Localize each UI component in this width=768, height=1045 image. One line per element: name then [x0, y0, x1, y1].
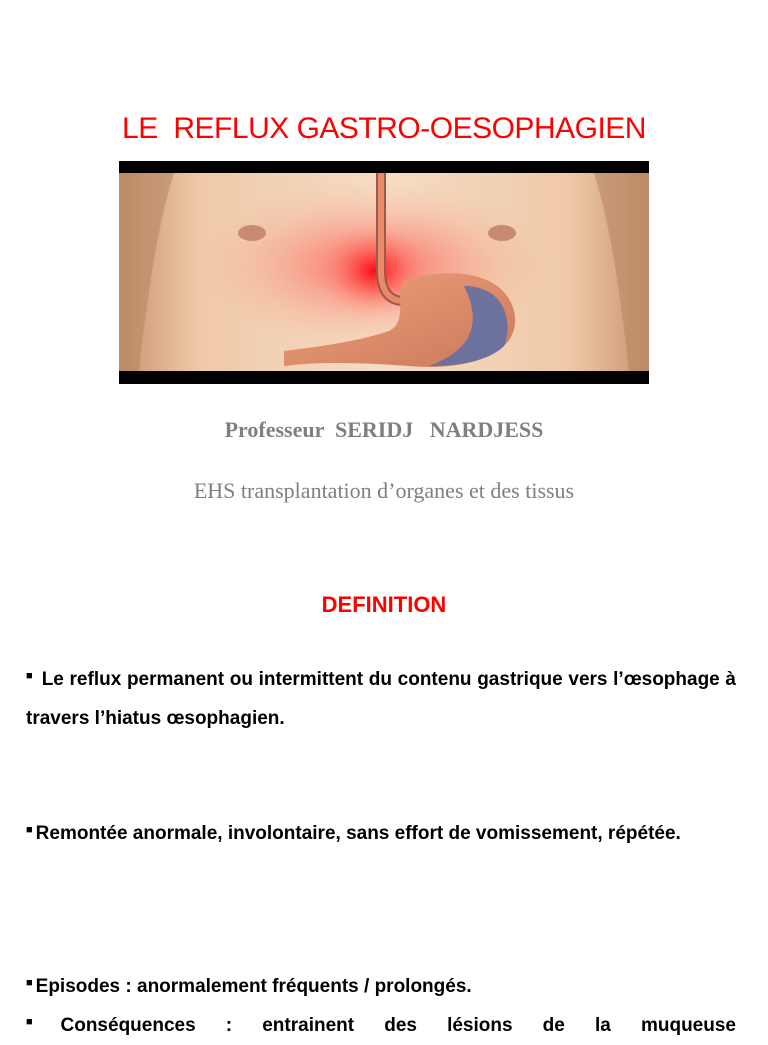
definition-paragraph-4: [26, 1003, 736, 1045]
paragraph-text: Episodes : anormalement fréquents / prolongés.: [35, 976, 472, 997]
definition-paragraph-2: [26, 811, 736, 853]
definition-paragraph-3: [26, 964, 736, 1006]
bullet-icon: ■: [26, 824, 33, 836]
definition-paragraph-1: [26, 657, 736, 738]
paragraph-text: Conséquences : entrainent des lésions de la muqueuse: [60, 1015, 736, 1036]
section-heading-definition: DEFINITION: [321, 592, 447, 617]
page-title: LE REFLUX GASTRO-OESOPHAGIEN: [122, 112, 646, 145]
bullet-icon: ■: [26, 1016, 58, 1028]
paragraph-text: Remontée anormale, involontaire, sans effort de vomissement, répétée.: [35, 823, 681, 844]
bullet-icon: ■: [26, 670, 34, 682]
affiliation: EHS transplantation d’organes et des tissus: [193, 478, 575, 503]
paragraph-text: Le reflux permanent ou intermittent du contenu gastrique vers l’œsophage à travers l’hiatus œsophagien.: [26, 669, 736, 729]
bullet-icon: ■: [26, 977, 33, 989]
gerd-illustration: [119, 161, 649, 384]
author-name: Professeur SERIDJ NARDJESS: [224, 417, 544, 442]
